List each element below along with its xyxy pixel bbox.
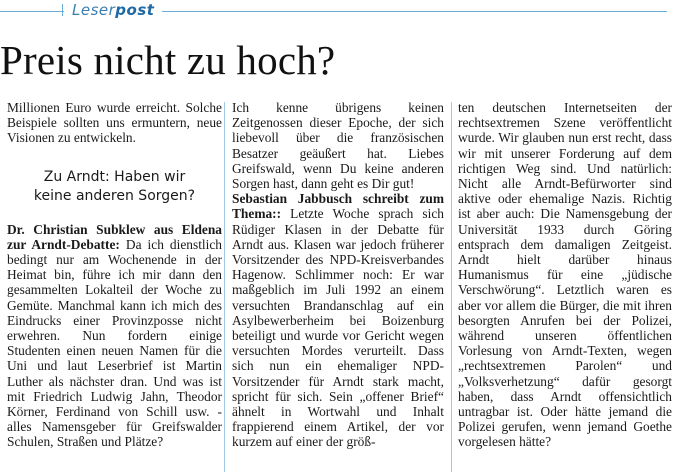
column-1	[7, 100, 222, 450]
rubric-part1: Leser	[72, 1, 116, 19]
subhead-line2: keine anderen Sorgen?	[33, 187, 196, 204]
author-jabbusch: Sebastian Jabbusch schreibt zum Thema::	[232, 191, 444, 222]
col1-intro: Millionen Euro wurde erreicht. Solche Beispiele sollten uns ermuntern, neue Visionen zu entwickeln.	[7, 100, 222, 146]
col1-body: Da ich dienstlich bedingt nur am Wochenende in der Heimat bin, führe ich mir dann den gesammelten Lokalteil der Woche zu Gemüte. Manchmal kann ich mich des Eindrucks einer Provinzposse nicht erwehren. Nun fordern einige Studenten einen neuen Namen für die Uni und laut Leserbrief ist Martin Luther als nächster dran. Und was ist mit Friedrich Ludwig Jahn, Theodor Körner, Ferdinand von Schill usw. - alles Namensgeber für Greifswalder Schulen, Straßen und Plätze?	[7, 236, 222, 450]
headline: Preis nicht zu hoch?	[0, 37, 336, 83]
column-rule-1	[224, 102, 225, 472]
col2-body2: Letzte Woche sprach sich Rüdiger Klasen in der Debatte für Arndt aus. Klasen war jedoch früherer Vorsitzender des NPD-Kreisverbandes Hagenow. Schlimmer noch: Er war maßgeblich im Juli 1992 an einem versuchten Brandanschlag auf ein Asylbewerberheim bei Boizenburg beteiligt und wurde vor Gericht wegen versuchten Mordes verurteilt. Dass sich nun ein ehemaliger NPD-Vorsitzender für Arndt stark macht, spricht für sich. Sein „offener Brief“ ähnelt in Wortwahl und Inhalt frappierend einem Artikel, der vor kurzem auf einer der größ-	[232, 206, 444, 450]
column-3	[458, 100, 672, 450]
author-subklew: Dr. Christian Subklew aus Eldena zur Arndt-Debatte:	[7, 221, 222, 252]
column-rule-2	[451, 102, 452, 472]
col3-body: ten deutschen Internetseiten der rechtsextremen Szene veröffentlicht wurde. Wir glauben nun erst recht, dass wir mit unserer Forderung auf dem richtigen Weg sind. Und natürlich: Nicht alle Arndt-Befürworter sind aktive oder ehemalige Nazis. Richtig ist aber auch: Die Namensgebung der Universität 1933 durch Göring entsprach dem damaligen Zeitgeist. Arndt hielt darüber hinaus Humanismus für eine „jüdische Verschwörung“. Letztlich waren es aber vor allem die Bürger, die mit ihren besorgten Anrufen bei der Polizei, während unseren öffentlichen Vorlesung von Arndt-Texten, wegen „rechtsextremen Parolen“ und „Volksverhetzung“ dafür gesorgt haben, dass Arndt offensichtlich untragbar ist. Oder hätte jemand die Polizei gerufen, wenn jemand Goethe vorgelesen hätte?	[458, 100, 672, 450]
rubric-tick-left	[62, 4, 63, 16]
col1-letter	[7, 222, 222, 450]
section-rubric	[64, 1, 162, 19]
subhead-line1: Zu Arndt: Haben wir	[43, 168, 186, 185]
column-2	[232, 100, 444, 450]
col2-letter	[232, 191, 444, 449]
rubric-part2: post	[115, 1, 155, 19]
subheadline	[7, 168, 222, 206]
col2-body1: Ich kenne übrigens keinen Zeitgenossen dieser Epoche, der sich liebevoll über die französischen Besatzer geäußert hat. Liebes Greifswald, wenn Du keine anderen Sorgen hast, dann geht es Dir gut!	[232, 100, 444, 192]
